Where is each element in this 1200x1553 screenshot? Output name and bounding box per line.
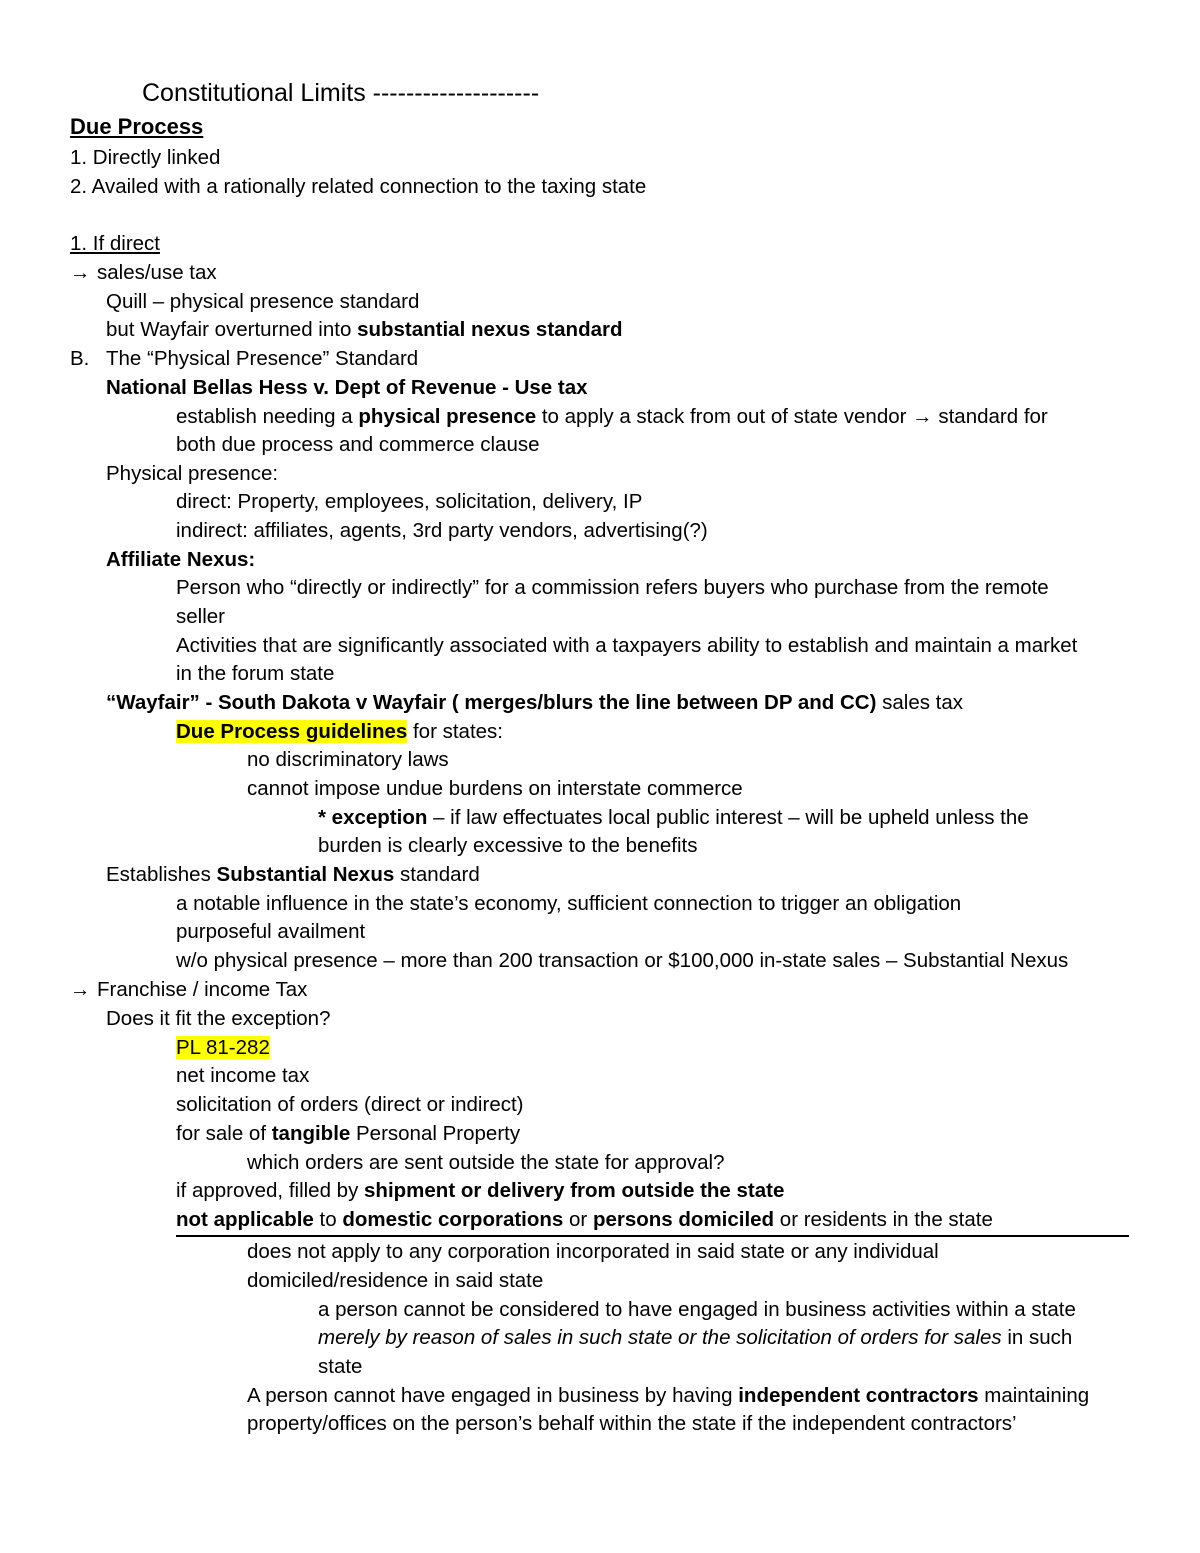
text-does-not-apply: does not apply to any corporation incorporated in said state or any individual — [247, 1240, 939, 1263]
text-activities-cont: in the forum state — [176, 662, 335, 685]
text-purposeful-availment: purposeful availment — [176, 920, 366, 943]
arrow-icon: → — [912, 405, 933, 428]
text-net-income-tax: net income tax — [176, 1064, 310, 1087]
highlight-due-process-guidelines: Due Process guidelines — [176, 720, 408, 743]
list-item-physical-presence-standard: B. The “Physical Presence” Standard — [70, 347, 419, 370]
text-establish-continued: both due process and commerce clause — [176, 433, 540, 456]
text-independent-contractors-cont: property/offices on the person’s behalf within the state if the independent contractors’ — [247, 1412, 1017, 1435]
text-without-physical-presence: w/o physical presence – more than 200 transaction or $100,000 in-state sales – Substantial Nexus — [176, 949, 1069, 972]
text-due-process-guidelines: Due Process guidelines for states: — [176, 720, 503, 743]
text-does-not-apply-cont: domiciled/residence in said state — [247, 1269, 544, 1292]
horizontal-rule — [176, 1235, 1129, 1237]
text-direct-presence: direct: Property, employees, solicitation, delivery, IP — [176, 490, 643, 513]
text-activities: Activities that are significantly associated with a taxpayers ability to establish and maintain a market — [176, 634, 1078, 657]
list-item-quill: Quill – physical presence standard — [106, 290, 420, 313]
text-merely-by-reason-cont: state — [318, 1355, 363, 1378]
text-solicitation-of-orders: solicitation of orders (direct or indirect) — [176, 1093, 524, 1116]
text-exception-cont: burden is clearly excessive to the benefits — [318, 834, 698, 857]
text-exception: * exception – if law effectuates local public interest – will be upheld unless the — [318, 806, 1029, 829]
text-fit-exception: Does it fit the exception? — [106, 1007, 331, 1030]
label-physical-presence: Physical presence: — [106, 462, 279, 485]
text-person-not-engaged: a person cannot be considered to have engaged in business activities within a state — [318, 1298, 1076, 1321]
text-independent-contractors: A person cannot have engaged in business by having independent contractors maintaining — [247, 1384, 1090, 1407]
list-item-wayfair-overturned: but Wayfair overturned into substantial nexus standard — [106, 318, 623, 341]
list-item-sales-use-tax: → sales/use tax — [70, 259, 217, 287]
text-indirect-presence: indirect: affiliates, agents, 3rd party vendors, advertising(?) — [176, 519, 708, 542]
text-tangible-personal-property: for sale of tangible Personal Property — [176, 1122, 521, 1145]
text-person-refers-buyers: Person who “directly or indirectly” for a commission refers buyers who purchase from the remote — [176, 576, 1049, 599]
arrow-icon: → — [70, 261, 91, 284]
list-item-franchise-income-tax: → Franchise / income Tax — [70, 976, 307, 1004]
text-notable-influence: a notable influence in the state’s economy, sufficient connection to trigger an obligation — [176, 892, 962, 915]
text-not-applicable: not applicable to domestic corporations or persons domiciled or residents in the state — [176, 1208, 993, 1231]
case-national-bellas-hess: National Bellas Hess v. Dept of Revenue - Use tax — [106, 376, 588, 399]
text-orders-sent-outside: which orders are sent outside the state for approval? — [247, 1151, 725, 1174]
label-affiliate-nexus: Affiliate Nexus: — [106, 548, 256, 571]
text-establishes-substantial-nexus: Establishes Substantial Nexus standard — [106, 863, 480, 886]
list-item-availed: 2. Availed with a rationally related connection to the taxing state — [70, 175, 647, 198]
text-establish-physical-presence: establish needing a physical presence to apply a stack from out of state vendor → standard for — [176, 405, 1048, 428]
text-person-refers-buyers-cont: seller — [176, 605, 225, 628]
highlight-pl-81-282: PL 81-282 — [176, 1036, 270, 1059]
case-wayfair: “Wayfair” - South Dakota v Wayfair ( merges/blurs the line between DP and CC) sales tax — [106, 691, 964, 714]
list-item-directly-linked: 1. Directly linked — [70, 146, 221, 169]
section-heading-due-process: Due Process — [70, 114, 204, 139]
arrow-icon: → — [70, 978, 91, 1001]
page-title: Constitutional Limits -------------------- — [142, 79, 540, 107]
text-no-discriminatory-laws: no discriminatory laws — [247, 748, 449, 771]
subheading-if-direct: 1. If direct — [70, 232, 161, 255]
text-undue-burdens: cannot impose undue burdens on interstate commerce — [247, 777, 743, 800]
text-if-approved: if approved, filled by shipment or delivery from outside the state — [176, 1179, 785, 1202]
text-merely-by-reason: merely by reason of sales in such state or the solicitation of orders for sales in such — [318, 1326, 1073, 1349]
